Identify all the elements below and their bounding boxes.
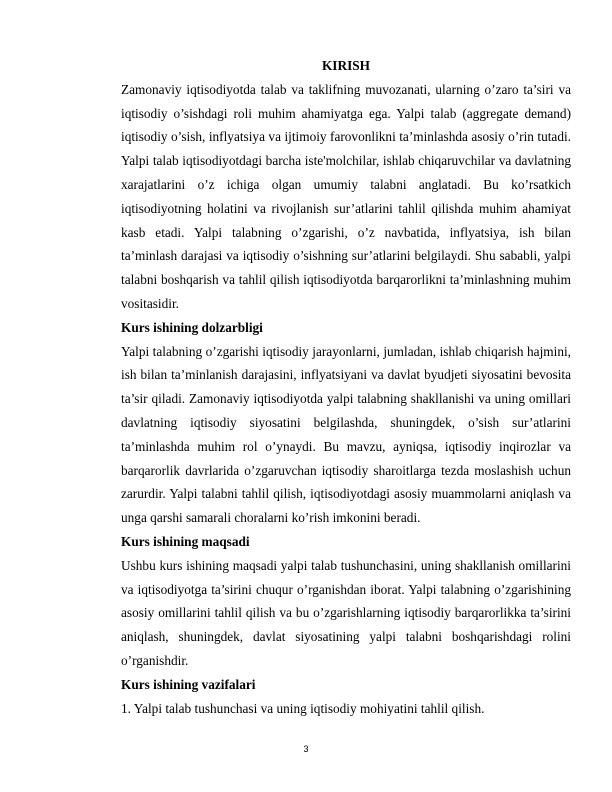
relevance-heading: Kurs ishining dolzarbligi xyxy=(121,319,263,335)
task-item-1: 1. Yalpi talab tushunchasi va uning iqtisodiy mohiyatini tahlil qilish. xyxy=(121,700,485,716)
tasks-heading: Kurs ishining vazifalari xyxy=(121,676,256,692)
document-body xyxy=(121,54,571,720)
goal-paragraph: Ushbu kurs ishining maqsadi yalpi talab tushunchasini, uning shakllanish omillarini va iqtisodiyotga ta’sirini chuqur o’rganishdan iborat. Yalpi talabning o’zgarishining asosiy omillarini tahlil qilish va bu o’zgarishlarning iqtisodiy barqarorlikka ta’sirini aniqlash, shuningdek, davlat siyosatining yalpi talabni boshqarishdagi rolini o’rganishdir. xyxy=(121,557,571,668)
goal-heading: Kurs ishining maqsadi xyxy=(121,533,250,549)
intro-paragraph: Zamonaviy iqtisodiyotda talab va taklifning muvozanati, ularning o’zaro ta’siri va iqtisodiy o’sishdagi roli muhim ahamiyatga ega. Yalpi talab (aggregate demand) iqtisodiy o’sish, inflyatsiya va ijtimoiy farovonlikni ta’minlashda asosiy o’rin tutadi. Yalpi talab iqtisodiyotdagi barcha iste'molchilar, ishlab chiqaruvchilar va davlatning xarajatlarini o’z ichiga olgan umumiy talabni anglatadi. Bu ko’rsatkich iqtisodiyotning holatini va rivojlanish sur’atlarini tahlil qilishda muhim ahamiyat kasb etadi. Yalpi talabning o’zgarishi, o’z navbatida, inflyatsiya, ish bilan ta’minlash darajasi va iqtisodiy o’sishning sur’atlarini belgilaydi. Shu sababli, yalpi talabni boshqarish va tahlil qilish iqtisodiyotda barqarorlikni ta’minlashning muhim vositasidir. xyxy=(121,81,571,311)
relevance-paragraph: Yalpi talabning o’zgarishi iqtisodiy jarayonlarni, jumladan, ishlab chiqarish hajmini, ish bilan ta’minlanish darajasini, inflyatsiyani va davlat byudjeti siyosatini bevosita ta’sir qiladi. Zamonaviy iqtisodiyotda yalpi talabning shakllanishi va uning omillari davlatning iqtisodiy siyosatini belgilashda, shuningdek, o’sish sur’atlarini ta’minlashda muhim rol o’ynaydi. Bu mavzu, ayniqsa, iqtisodiy inqirozlar va barqarorlik davrlarida o’zgaruvchan iqtisodiy sharoitlarga tezda moslashish uchun zarurdir. Yalpi talabni tahlil qilish, iqtisodiyotdagi asosiy muammolarni aniqlash va unga qarshi samarali choralarni ko’rish imkonini beradi. xyxy=(121,343,571,526)
document-title: KIRISH xyxy=(321,58,371,73)
page-number: 3 xyxy=(303,744,309,754)
